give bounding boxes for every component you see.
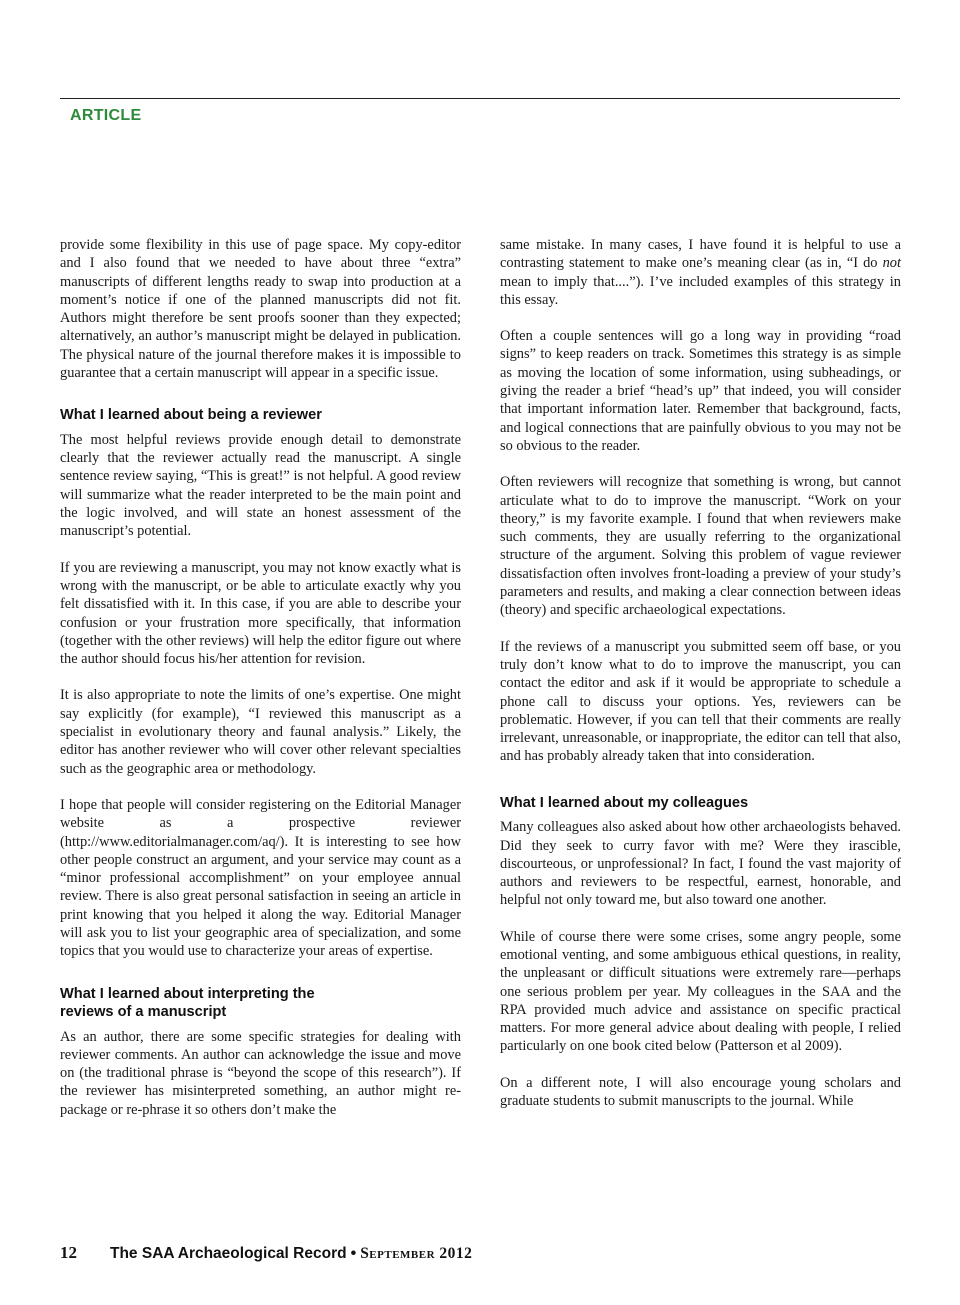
page-number: 12	[60, 1243, 77, 1262]
section-heading	[60, 985, 461, 1022]
paragraph-text: same mistake. In many cases, I have found it is helpful to use a contrasting statement to make one’s meaning clear (as in, “I do	[500, 237, 901, 272]
issue-date: September 2012	[360, 1245, 473, 1262]
paragraph: While of course there were some crises, some angry people, some emotional venting, and some ambiguous ethical questions, in reality, the unpleasant or difficult situations were extremely rare—perhaps one serious problem per year. My colleagues in the SAA and the RPA provided much advice and assistance on specific practical matters. For more general advice about dealing with people, I relied particularly on one book cited below (Patterson et al 2009).	[500, 928, 901, 1055]
section-heading: What I learned about my colleagues	[500, 794, 749, 811]
paragraph	[500, 236, 901, 309]
heading-line: What I learned about interpreting the	[60, 985, 315, 1002]
header-rule	[60, 98, 900, 99]
right-column	[500, 236, 901, 1128]
section-label: ARTICLE	[70, 107, 142, 124]
paragraph: provide some flexibility in this use of page space. My copy-editor and I also found that we needed to have about three “extra” manuscripts of different lengths ready to swap into production at a moment’s notice if one of the planned manuscripts did not fit. Authors might therefore be sent proofs sooner than they expected; alternatively, an author’s manuscript might be delayed in publication. The physical nature of the journal therefore makes it is impossible to guarantee that a certain manuscript will appear in a specific issue.	[60, 237, 461, 382]
heading-line: reviews of a manuscript	[60, 1004, 227, 1021]
paragraph: If the reviews of a manuscript you submitted seem off base, or you truly don’t know what to do to improve the manuscript, you can contact the editor and ask if it would be appropriate to schedule a phone call to discuss your options. Yes, reviewers can be problematic. However, if you can tell that their comments are really irrelevant, unreasonable, or inappropriate, the editor can tell that also, and has probably already taken that into consideration.	[500, 638, 901, 765]
paragraph: If you are reviewing a manuscript, you may not know exactly what is wrong with the manuscript, or be able to articulate exactly why you felt dissatisfied with it. In this case, if you are able to describe your confusion or your frustration more specifically, that information (together with the other reviews) will help the editor figure out where the author should focus his/her attention for revision.	[60, 559, 461, 668]
paragraph: Often a couple sentences will go a long way in providing “road signs” to keep readers on track. Sometimes this strategy is as simple as moving the location of some information, using subheadings, or giving the reader a brief “head’s up” that indeed, you will consider that important information later. Remember that background, facts, and logical connections that are painfully obvious to you may not be so obvious to the reader.	[500, 328, 901, 454]
footer-separator: •	[350, 1245, 357, 1262]
left-column	[60, 236, 461, 1137]
page-footer	[60, 1243, 472, 1263]
paragraph: The most helpful reviews provide enough detail to demonstrate clearly that the reviewer actually read the manuscript. A single sentence review saying, “This is great!” is not helpful. A good review will summarize what the reader interpreted to be the main point and the logic involved, and will state an honest assessment of the manuscript’s potential.	[60, 431, 461, 540]
paragraph-text: mean to imply that....”). I’ve included examples of this strategy in this essay.	[500, 273, 901, 308]
paragraph: I hope that people will consider registering on the Editorial Manager website as a prospective reviewer (http://www.editorialmanager.com/aq/). It is interesting to see how other people construct an argument, and your service may count as a “minor professional accomplishment” on your employee annual review. There is also great personal satisfaction in seeing an article in print knowing that you helped it along the way. Editorial Manager will ask you to list your geographic area of specialization, and some topics that you would use to characterize your areas of expertise.	[60, 796, 461, 960]
journal-title: The SAA Archaeological Record	[110, 1245, 347, 1262]
paragraph: Often reviewers will recognize that something is wrong, but cannot articulate what to do to improve the manuscript. “Work on your theory,” is my favorite example. I found that when reviewers make such comments, they are usually referring to the organizational structure of the argument. Solving this problem of vague reviewer dissatisfaction often involves front-loading a preview of your study’s parameters and results, and making a clear connection between ideas (theory) and specific archaeological expectations.	[500, 474, 901, 619]
paragraph: On a different note, I will also encourage young scholars and graduate students to submit manuscripts to the journal. While	[500, 1074, 901, 1110]
paragraph: It is also appropriate to note the limits of one’s expertise. One might say explicitly (for example), “I reviewed this manuscript as a specialist in evolutionary theory and faunal analysis.” Likely, the editor has another reviewer who will cover other relevant specialties such as the geographic area or methodology.	[60, 687, 461, 777]
emphasis-text: not	[882, 255, 901, 272]
section-heading: What I learned about being a reviewer	[60, 407, 322, 424]
paragraph: As an author, there are some specific strategies for dealing with reviewer comments. An author can acknowledge the issue and move on (the traditional phrase is “beyond the scope of this research”). If the reviewer has misinterpreted something, an author might re-package or re-phrase it so others don’t make the	[60, 1028, 461, 1118]
paragraph: Many colleagues also asked about how other archaeologists behaved. Did they seek to curry favor with me? Were they irascible, discourteous, or unprofessional? In fact, I found the vast majority of authors and reviewers to be respectful, earnest, honorable, and helpful not only toward me, but also toward one another.	[500, 819, 901, 909]
